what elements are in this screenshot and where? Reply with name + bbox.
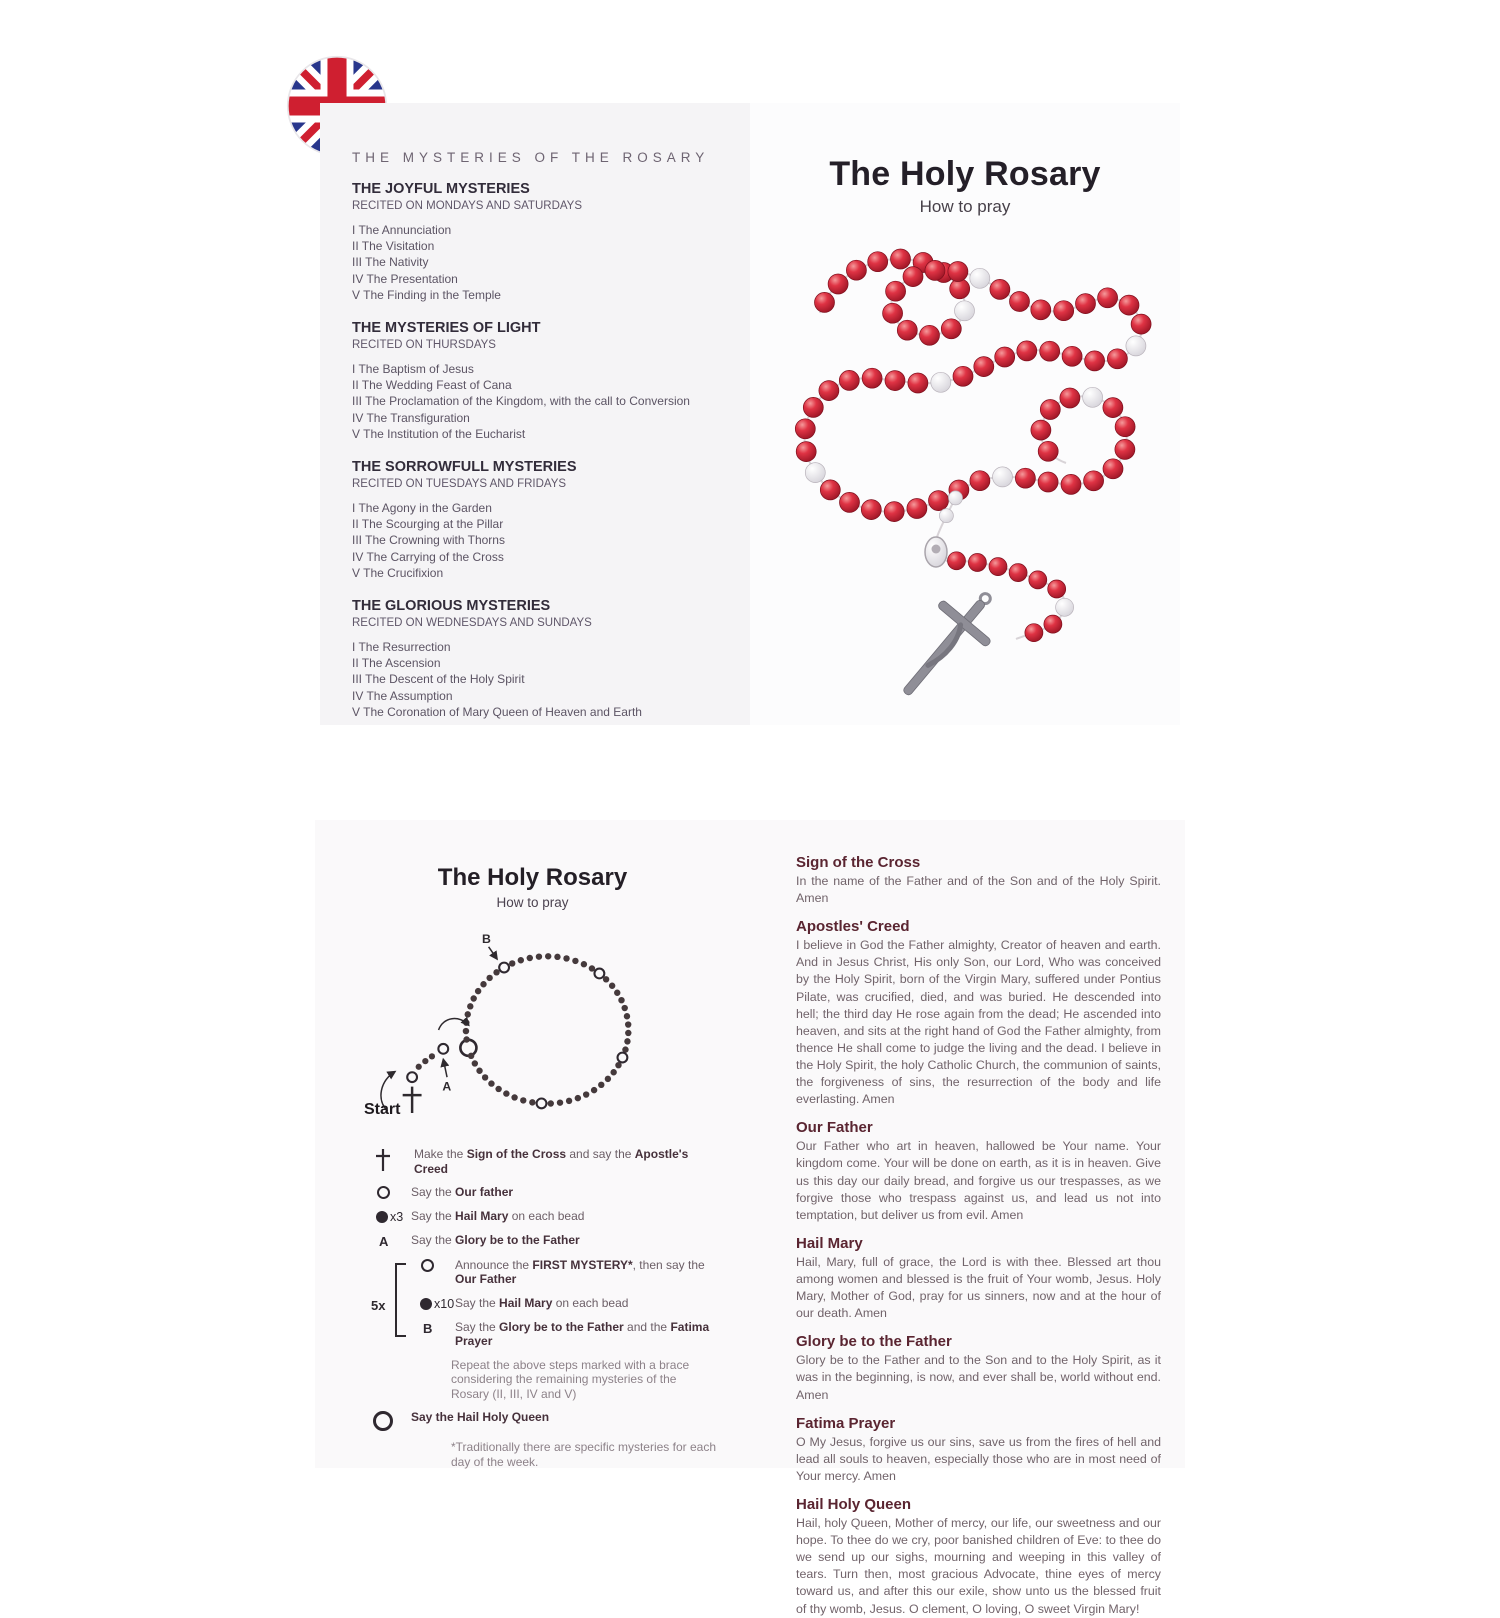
hail-mary-bead: [480, 981, 486, 987]
legend-symbol: [374, 1147, 414, 1172]
red-bead: [891, 249, 911, 269]
red-bead: [953, 366, 973, 386]
how-to-pray-page: [315, 820, 750, 1468]
hail-mary-bead: [605, 1076, 611, 1082]
red-bead: [1103, 398, 1123, 418]
legend-symbol: [371, 1185, 411, 1199]
hail-mary-bead: [610, 1069, 616, 1075]
legend-row: [371, 1410, 750, 1431]
mystery-item: II The Ascension: [352, 656, 441, 671]
red-bead: [1017, 341, 1037, 361]
legend-text: Say the: [455, 1319, 500, 1334]
mystery-section-title: THE SORROWFULL MYSTERIES: [352, 459, 577, 476]
prayer-body: Hail, holy Queen, Mother of mercy, our life, our sweetness and our hope. To thee do we cry, poor banished children of Eve: to thee do we send up our sighs, mourning and weeping in this valley of tears. Turn then, most gracious Advocate, thine eyes of mercy toward us, and after this our exile, show unto us the blessed fruit of thy womb, Jesus. O clement, O loving, O sweet Virgin Mary!: [796, 1515, 1161, 1616]
red-bead: [1009, 564, 1027, 582]
legend-row: [371, 1147, 750, 1176]
legend-text: Say the: [411, 1208, 456, 1223]
legend-bold-text: Glory be to the Father: [499, 1319, 624, 1334]
legend-row: [411, 1358, 750, 1402]
legend-row: [371, 1185, 750, 1200]
prayer-body: Glory be to the Father and to the Son and to the Holy Spirit, as it was in the beginning, is now, and ever shall be, world without end. Amen: [796, 1353, 1161, 1402]
red-bead: [908, 373, 928, 393]
mystery-section: [352, 320, 730, 442]
legend-row-text: [455, 1320, 750, 1349]
legend-bold-text: FIRST MYSTERY*: [532, 1257, 633, 1272]
mystery-item: V The Finding in the Temple: [352, 287, 501, 302]
brace-multiplier-label: 5x: [371, 1298, 386, 1314]
legend-text: , then say the: [632, 1257, 705, 1272]
legend-row-text: [455, 1258, 750, 1287]
rosary-diagram: [363, 920, 750, 1143]
mystery-item: I The Baptism of Jesus: [352, 362, 474, 377]
red-bead: [883, 303, 903, 323]
hail-mary-bead: [624, 1038, 630, 1044]
legend-bold-text: Hail Mary: [455, 1208, 509, 1223]
hail-mary-bead: [618, 997, 624, 1003]
legend-letter: B: [423, 1320, 433, 1336]
diagram-start-label: Start: [363, 1100, 401, 1118]
red-bead: [989, 558, 1007, 576]
hail-mary-bead: [545, 953, 551, 959]
red-bead: [795, 419, 815, 439]
mystery-section: [352, 459, 730, 581]
red-bead: [861, 500, 881, 520]
legend-row: [371, 1209, 750, 1224]
mysteries-page: [320, 103, 750, 725]
hail-mary-bead: [614, 990, 620, 996]
diagram-label-b: B: [482, 932, 491, 947]
brace-decoration: [395, 1263, 406, 1337]
legend-row: [371, 1233, 750, 1249]
hail-mary-bead: [572, 958, 578, 964]
legend-text: Say the: [411, 1232, 456, 1247]
red-bead: [1031, 420, 1051, 440]
hail-mary-bead: [465, 1011, 471, 1017]
mystery-item: V The Coronation of Mary Queen of Heaven and Earth: [352, 704, 642, 719]
red-bead: [796, 442, 816, 462]
cover-page: [750, 103, 1180, 725]
mystery-section-title: THE JOYFUL MYSTERIES: [352, 181, 530, 197]
red-bead: [840, 492, 860, 512]
mystery-item: IV The Presentation: [352, 271, 458, 286]
legend-text: *Traditionally there are specific mysteries for each day of the week.: [451, 1440, 716, 1469]
legend-text: Announce the: [455, 1257, 533, 1272]
legend-row-text: [451, 1358, 750, 1402]
legend-bold-text: Fatima Prayer: [455, 1319, 710, 1348]
red-bead: [846, 260, 866, 280]
mystery-items: [352, 361, 730, 442]
mystery-item: IV The Transfiguration: [352, 410, 470, 425]
mystery-section: [352, 598, 730, 720]
mystery-item: I The Resurrection: [352, 640, 451, 655]
legend-row-text: [411, 1233, 750, 1248]
hail-mary-bead: [625, 1030, 631, 1036]
our-father-bead: [499, 963, 509, 973]
legend-symbol: [415, 1296, 455, 1311]
hail-mary-bead: [624, 1013, 630, 1019]
red-bead: [1040, 341, 1060, 361]
mystery-item: III The Nativity: [352, 255, 429, 270]
hail-mary-bead: [482, 1074, 488, 1080]
red-bead: [1062, 346, 1082, 366]
legend-bold-text: Apostle's Creed: [414, 1147, 689, 1176]
top-card-spread: [320, 103, 1180, 725]
mystery-section-subtitle: RECITED ON THURSDAYS: [352, 339, 496, 352]
red-bead: [970, 471, 990, 491]
our-father-bead: [618, 1053, 628, 1063]
red-bead: [941, 319, 961, 339]
prayer-title: Our Father: [796, 1119, 873, 1137]
hail-mary-bead: [467, 1003, 473, 1009]
junction-bead: [460, 1040, 476, 1056]
legend-bold-text: Hail Mary: [499, 1295, 553, 1310]
red-bead: [885, 371, 905, 391]
red-bead: [803, 397, 823, 417]
legend-row: [415, 1320, 750, 1349]
red-bead: [820, 480, 840, 500]
clear-bead: [805, 463, 825, 483]
prayer-title: Hail Mary: [796, 1234, 863, 1252]
red-bead: [1044, 615, 1062, 633]
hail-mary-bead: [476, 1068, 482, 1074]
legend-row-text: [451, 1440, 750, 1469]
mystery-item: I The Annunciation: [352, 223, 452, 237]
red-bead: [1115, 417, 1135, 437]
b-arrow: [489, 947, 498, 959]
prayer-title: Sign of the Cross: [796, 854, 921, 871]
red-bead: [1115, 439, 1135, 459]
red-bead: [886, 281, 906, 301]
hail-mary-bead: [536, 953, 542, 959]
legend-row-text: [411, 1209, 750, 1224]
diagram-label-a: A: [442, 1079, 452, 1094]
rosary-photo: [750, 223, 1180, 726]
mystery-item: III The Descent of the Holy Spirit: [352, 672, 525, 687]
red-bead: [950, 279, 970, 299]
prayer-title: Apostles' Creed: [796, 918, 910, 936]
red-bead: [1040, 400, 1060, 420]
legend-text: and the: [623, 1319, 671, 1334]
red-bead: [1038, 472, 1058, 492]
bead-multiplier: x3: [390, 1209, 404, 1224]
red-bead: [1054, 301, 1074, 321]
red-bead: [1076, 294, 1096, 314]
legend-symbol: [415, 1258, 455, 1272]
mystery-items: [352, 500, 730, 581]
red-bead: [1025, 624, 1043, 642]
legend-symbol: [411, 1358, 451, 1359]
clear-bead: [1083, 387, 1103, 407]
prayer-body: O My Jesus, forgive us our sins, save us from the fires of hell and lead all souls to heaven, especially those who are in most need of Your mercy. Amen: [796, 1434, 1161, 1483]
mystery-section-subtitle: RECITED ON TUESDAYS AND FRIDAYS: [352, 478, 567, 491]
legend-row: [411, 1440, 750, 1469]
red-bead: [884, 502, 904, 522]
hail-mary-bead: [470, 995, 476, 1001]
prayer-title: Fatima Prayer: [796, 1414, 896, 1432]
legend-bold-text: Our Father: [455, 1272, 517, 1286]
red-bead: [839, 370, 859, 390]
prayer-body: Our Father who art in heaven, hallowed be Your name. Your kingdom come. Your will be done on earth, as it is in heaven. Give us this day our daily bread, and forgive us our trespasses, as we forgive those who trespass against us, and lead us not into temptation, but deliver us from evil. Amen: [796, 1139, 1161, 1222]
clear-bead: [993, 467, 1013, 487]
red-bead: [1010, 292, 1030, 312]
hail-mary-bead: [463, 1028, 469, 1034]
red-bead: [1098, 288, 1118, 308]
mystery-section-title: THE MYSTERIES OF LIGHT: [352, 320, 541, 337]
mystery-item: V The Institution of the Eucharist: [352, 426, 526, 441]
hail-mary-bead: [563, 955, 569, 961]
red-bead: [1131, 314, 1151, 334]
hail-mary-bead: [557, 1099, 563, 1105]
red-bead: [1031, 300, 1051, 320]
red-bead: [1107, 349, 1127, 369]
legend-row-text: [414, 1147, 750, 1176]
mystery-item: IV The Carrying of the Cross: [352, 549, 504, 564]
red-bead: [1119, 295, 1139, 315]
hail-mary-bead: [495, 1086, 501, 1092]
legend-bold-text: Sign of the Cross: [466, 1147, 567, 1161]
hail-mary-bead: [554, 954, 560, 960]
hail-mary-bead: [625, 1021, 631, 1027]
hail-mary-bead: [472, 1060, 478, 1066]
red-bead: [974, 357, 994, 377]
how-to-pray-title: The Holy Rosary: [437, 864, 628, 891]
start-cross-icon: [403, 1087, 422, 1113]
red-bead: [948, 262, 968, 282]
legend: [371, 1147, 750, 1469]
hail-mary-bead: [463, 1036, 469, 1042]
hail-mary-bead: [511, 1094, 517, 1100]
clear-bead: [939, 509, 953, 523]
tail-bead-a: [438, 1044, 448, 1054]
hail-holy-queen-bead-icon: [373, 1411, 393, 1431]
cover-subtitle: How to pray: [919, 197, 1011, 216]
mystery-items: [352, 222, 730, 303]
our-father-bead: [537, 1099, 547, 1109]
mystery-item: III The Proclamation of the Kingdom, with the call to Conversion: [352, 394, 690, 409]
filled-bead-icon: [420, 1298, 432, 1310]
bottom-card-spread: [315, 820, 1185, 1616]
red-bead: [897, 320, 917, 340]
hail-mary-bead: [527, 955, 533, 961]
red-bead: [1029, 571, 1047, 589]
hail-mary-bead: [621, 1005, 627, 1011]
hail-mary-bead: [518, 957, 524, 963]
hail-mary-bead: [598, 1082, 604, 1088]
mysteries-sections: [352, 181, 730, 720]
prayer-body: In the name of the Father and of the Son and of the Holy Spirit. Amen: [796, 874, 1161, 906]
rosary-beads-illustration: [750, 223, 1180, 721]
hail-mary-bead: [609, 983, 615, 989]
hail-mary-bead: [468, 1053, 474, 1059]
legend-text: on each bead: [552, 1295, 629, 1310]
open-bead-icon: [421, 1259, 434, 1272]
red-bead: [1084, 471, 1104, 491]
clear-bead: [1126, 336, 1146, 356]
cross-icon: [374, 1148, 392, 1172]
tail-bead-our-father: [407, 1072, 417, 1082]
red-bead: [1015, 468, 1035, 488]
our-father-bead: [594, 969, 604, 979]
hail-mary-bead: [615, 1062, 621, 1068]
legend-text: and say the: [566, 1147, 635, 1161]
legend-text: Repeat the above steps marked with a brace considering the remaining mysteries of the Rosary (II, III, IV and V): [451, 1357, 690, 1401]
hail-mary-bead: [591, 1087, 597, 1093]
legend-brace-group: [371, 1258, 750, 1349]
legend-symbol: [371, 1209, 411, 1224]
hail-mary-bead: [486, 975, 492, 981]
crucifix-icon: [881, 574, 1013, 714]
red-bead: [990, 279, 1010, 299]
red-bead: [995, 347, 1015, 367]
red-bead: [903, 267, 923, 287]
prayer-body: I believe in God the Father almighty, Creator of heaven and earth. And in Jesus Christ, His only Son, our Lord, Who was conceived by the Holy Spirit, born of the Virgin Mary, suffered under Pontius Pilate, was crucified, died, and was buried. He descended into hell; the third day He rose again from the dead; He ascended into heaven, and sits at the right hand of God the Father almighty, from thence He shall come to judge the living and the dead. I believe in the Holy Spirit, the holy Catholic Church, the communion of saints, the forgiveness of sins, the resurrection of the body and life everlasting. Amen: [796, 938, 1161, 1107]
hail-mary-bead: [529, 1099, 535, 1105]
red-bead: [968, 554, 986, 572]
hail-mary-bead: [566, 1098, 572, 1104]
hail-mary-bead: [503, 1090, 509, 1096]
red-bead: [1060, 388, 1080, 408]
mysteries-header: THE MYSTERIES OF THE ROSARY: [352, 150, 710, 165]
legend-text: Say the: [411, 1185, 456, 1199]
legend-symbol: [371, 1410, 411, 1431]
prayers-page: [750, 820, 1185, 1616]
clear-bead: [1056, 598, 1074, 616]
hail-mary-bead: [581, 961, 587, 967]
hail-mary-bead: [475, 988, 481, 994]
red-bead: [828, 274, 848, 294]
mystery-item: III The Crowning with Thorns: [352, 533, 505, 548]
legend-row-text: [411, 1410, 750, 1425]
clear-bead: [949, 491, 963, 505]
bead-multiplier: x10: [434, 1296, 455, 1311]
legend-bold-text: Glory be to the Father: [455, 1232, 580, 1247]
hail-mary-bead: [488, 1080, 494, 1086]
diagram-bead-ring: [460, 953, 631, 1108]
clear-bead: [955, 301, 975, 321]
legend-bold-text: Say the Hail Holy Queen: [411, 1410, 550, 1424]
mystery-item: I The Agony in the Garden: [352, 501, 492, 516]
legend-text: Make the: [414, 1147, 467, 1161]
mystery-item: II The Wedding Feast of Cana: [352, 378, 512, 393]
red-bead: [1048, 580, 1066, 598]
how-to-pray-subtitle: How to pray: [496, 895, 569, 910]
legend-letter: A: [379, 1233, 389, 1249]
mystery-item: V The Crucifixion: [352, 565, 444, 580]
red-bead: [929, 491, 949, 511]
red-bead: [925, 260, 945, 280]
red-bead: [862, 368, 882, 388]
prayer-title: Hail Holy Queen: [796, 1495, 912, 1513]
mystery-section-subtitle: RECITED ON MONDAYS AND SATURDAYS: [352, 200, 583, 212]
hail-mary-bead: [548, 1100, 554, 1106]
a-arrow: [443, 1059, 447, 1077]
hail-mary-bead: [603, 976, 609, 982]
mystery-section-subtitle: RECITED ON WEDNESDAYS AND SUNDAYS: [352, 617, 592, 630]
cover-title: The Holy Rosary: [829, 155, 1101, 193]
hail-mary-bead: [575, 1095, 581, 1101]
clear-bead: [931, 372, 951, 392]
clear-bead: [970, 268, 990, 288]
mystery-section: [352, 181, 730, 303]
legend-symbol: [415, 1320, 455, 1336]
mystery-section-title: THE GLORIOUS MYSTERIES: [352, 598, 551, 615]
red-bead: [948, 552, 966, 570]
red-bead: [1038, 441, 1058, 461]
hail-mary-bead: [509, 960, 515, 966]
legend-row-text: [411, 1185, 750, 1200]
red-bead: [819, 381, 839, 401]
legend-text: on each bead: [508, 1208, 585, 1223]
mystery-items: [352, 639, 730, 720]
red-bead: [815, 292, 835, 312]
legend-row: [415, 1296, 750, 1311]
legend-symbol: [411, 1440, 451, 1441]
red-bead: [1085, 351, 1105, 371]
prayer-body: Hail, Mary, full of grace, the Lord is with thee. Blessed art thou among women and blessed is the fruit of Your womb, Jesus. Holy Mary, Mother of God, pray for us sinners, now and at the hour of our death. Amen: [796, 1254, 1161, 1321]
red-bead: [1103, 459, 1123, 479]
hail-mary-bead: [520, 1097, 526, 1103]
mystery-item: II The Visitation: [352, 239, 435, 254]
red-bead: [907, 499, 927, 519]
mystery-item: IV The Assumption: [352, 688, 453, 703]
open-bead-icon: [377, 1186, 390, 1199]
red-bead: [920, 325, 940, 345]
legend-bold-text: Our father: [455, 1185, 514, 1199]
legend-row: [415, 1258, 750, 1287]
red-bead: [868, 252, 888, 272]
rosary-bead-group: [795, 249, 1151, 642]
mystery-item: II The Scourging at the Pillar: [352, 517, 504, 532]
filled-bead-icon: [376, 1211, 388, 1223]
legend-text: Say the: [455, 1295, 500, 1310]
legend-row-text: [455, 1296, 750, 1311]
red-bead: [1061, 474, 1081, 494]
hail-mary-bead: [583, 1091, 589, 1097]
prayer-title: Glory be to the Father: [796, 1333, 952, 1351]
legend-symbol: [371, 1233, 411, 1249]
